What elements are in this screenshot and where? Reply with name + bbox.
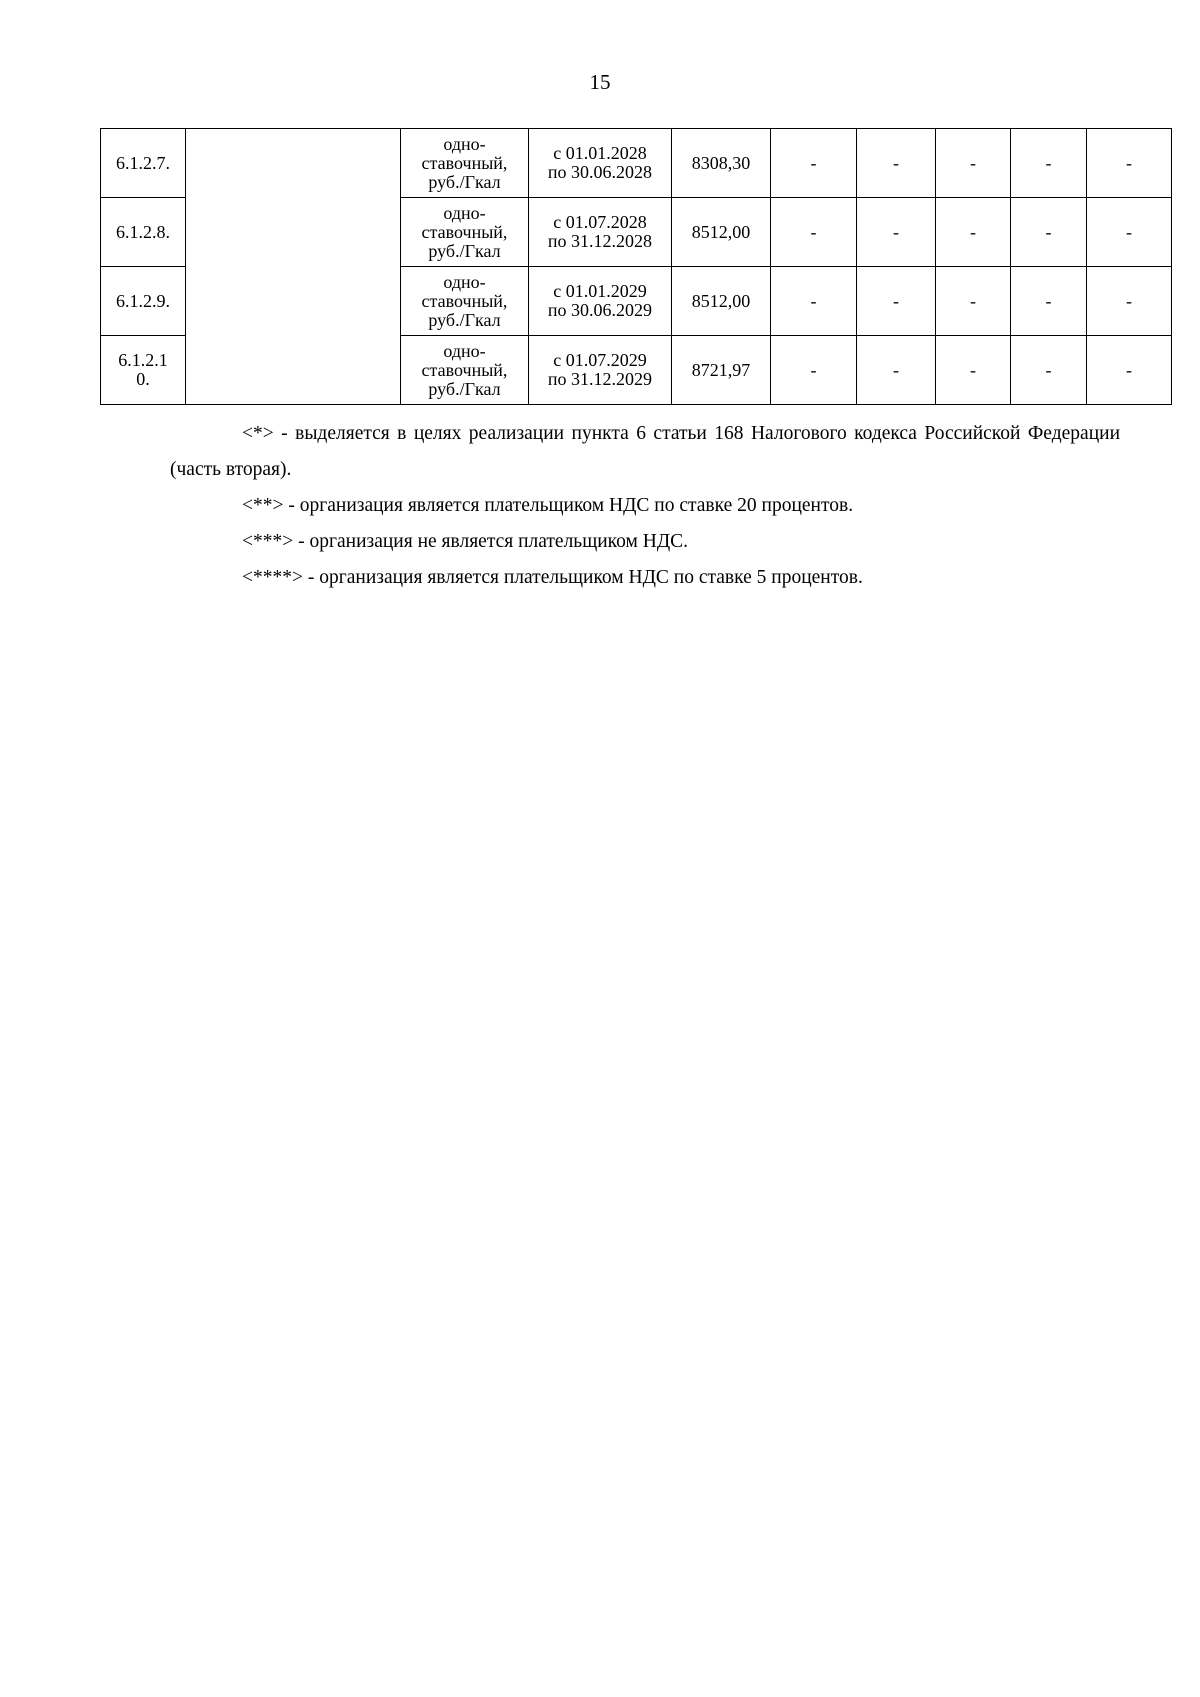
empty-value-cell: - [857,267,936,336]
period-cell [529,129,672,198]
tariff-table [100,128,1172,405]
empty-value-cell: - [1011,267,1087,336]
empty-value-cell: - [857,336,936,405]
empty-value-cell: - [1087,336,1172,405]
empty-value-cell: - [771,336,857,405]
rate-unit-text: одно- ставочный, руб./Гкал [421,202,508,261]
row-number-cell: 6.1.2.9. [101,267,186,336]
empty-value-cell: - [771,267,857,336]
period-cell [529,198,672,267]
empty-value-cell: - [771,198,857,267]
rate-unit-text: одно- ставочный, руб./Гкал [421,340,508,399]
empty-value-cell: - [936,267,1011,336]
empty-value-cell: - [857,129,936,198]
row-number-cell: 6.1.2.8. [101,198,186,267]
empty-value-cell: - [1087,267,1172,336]
period-text: с 01.01.2028 по 30.06.2028 [547,143,653,182]
period-cell [529,267,672,336]
tariff-value-cell: 8721,97 [672,336,771,405]
rate-unit-text: одно- ставочный, руб./Гкал [421,271,508,330]
footnotes [170,416,1120,596]
empty-value-cell: - [857,198,936,267]
empty-value-cell: - [936,129,1011,198]
table-row [101,129,1172,198]
period-text: с 01.07.2028 по 31.12.2028 [547,212,653,251]
footnote-one-star: <*> - выделяется в целях реализации пункта 6 статьи 168 Налогового кодекса Российской Федерации (часть вторая). [170,423,1120,480]
row-number-text: 6.1.2.1 0. [118,350,168,389]
empty-value-cell: - [1011,336,1087,405]
row-number-cell [101,336,186,405]
page-number: 15 [589,70,611,94]
tariff-value-cell: 8308,30 [672,129,771,198]
tariff-value-cell: 8512,00 [672,267,771,336]
footnote-three-stars: <***> - организация не является плательщиком НДС. [242,531,688,552]
row-number-cell: 6.1.2.7. [101,129,186,198]
period-text: с 01.07.2029 по 31.12.2029 [547,350,653,389]
empty-value-cell: - [1087,129,1172,198]
rate-unit-cell [401,336,529,405]
empty-value-cell: - [1011,129,1087,198]
empty-value-cell: - [1087,198,1172,267]
footnote-two-stars: <**> - организация является плательщиком НДС по ставке 20 процентов. [242,495,854,516]
rate-unit-cell [401,267,529,336]
period-text: с 01.01.2029 по 30.06.2029 [547,281,653,320]
empty-value-cell: - [936,336,1011,405]
merged-name-cell [186,129,401,405]
rate-unit-text: одно- ставочный, руб./Гкал [421,133,508,192]
tariff-value-cell: 8512,00 [672,198,771,267]
footnote-four-stars: <****> - организация является плательщиком НДС по ставке 5 процентов. [242,567,863,588]
period-cell [529,336,672,405]
empty-value-cell: - [936,198,1011,267]
empty-value-cell: - [771,129,857,198]
rate-unit-cell [401,198,529,267]
rate-unit-cell [401,129,529,198]
empty-value-cell: - [1011,198,1087,267]
